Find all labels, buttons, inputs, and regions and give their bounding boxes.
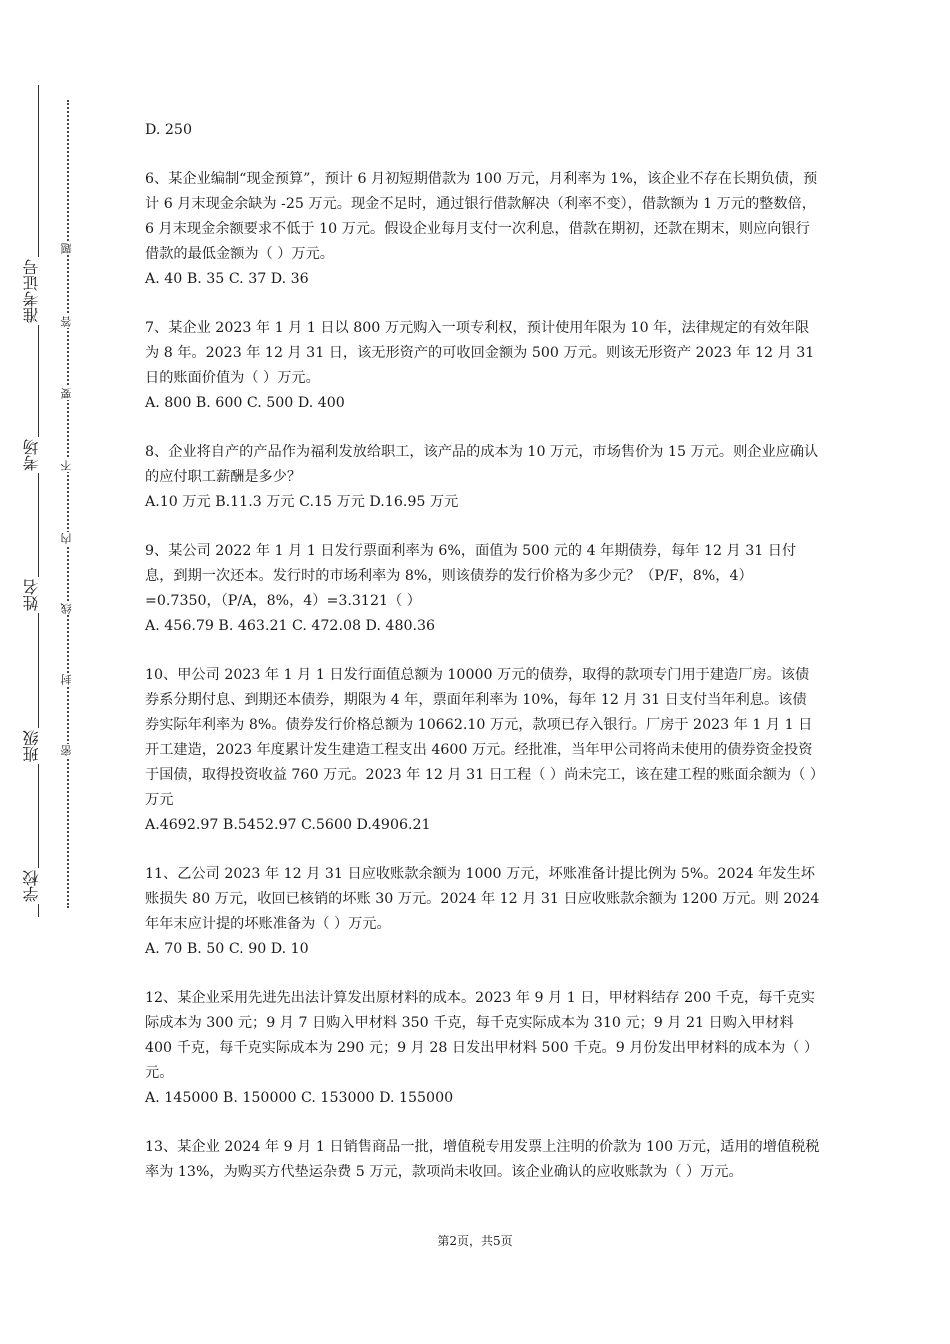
seal-char: 题 (60, 243, 73, 254)
seal-char: 封 (60, 674, 73, 685)
question-11 (145, 862, 824, 962)
question-text: 10、甲公司 2023 年 1 月 1 日发行面值总额为 10000 万元的债券，取得的款项专门用于建造厂房。该债券系分期付息、到期还本债券，期限为 4 年，票面年利率为 10%，每年 12 月 31 日支付当年利息。该债券实际年利率为 8%。债券发行价格总额为 10662.10 万元，款项已存入银行。厂房于 2023 年 1 月 1 日开工建造，2023 年度累计发生建造工程支出 4600 万元。经批准，当年甲公司将尚未使用的债券资金投资于国债，取得投资收益 760 万元。2023 年 12 月 31 日工程（ ）尚未完工，该在建工程的账面余额为（ ）万元 (145, 667, 817, 808)
label-school: 学校 (22, 870, 41, 902)
question-text: 12、某企业采用先进先出法计算发出原材料的成本。2023 年 9 月 1 日，甲材料结存 200 千克，每千克实际成本为 300 元；9 月 7 日购入甲材料 350 千克，每千克实际成本为 310 元；9 月 21 日购入甲材料 400 千克，每千克实际成本为 290 元；9 月 28 日发出甲材料 500 千克。9 月份发出甲材料的成本为（ ）元。 (145, 990, 819, 1081)
label-name: 姓名 (22, 579, 41, 611)
label-exam-number: 准考证号 (22, 259, 41, 323)
question-7 (145, 316, 820, 416)
seal-char: 要 (60, 388, 73, 399)
question-text: 8、企业将自产的产品作为福利发放给职工，该产品的成本为 10 万元，市场售价为 15 万元。则企业应确认的应付职工薪酬是多少？ (145, 444, 819, 485)
question-text: 13、某企业 2024 年 9 月 1 日销售商品一批，增值税专用发票上注明的价款为 100 万元，适用的增值税税率为 13%，为购买方代垫运杂费 5 万元，款项尚未收回。该企业确认的应收账款为（ ）万元。 (145, 1139, 820, 1180)
question-12 (145, 986, 820, 1111)
seal-char: 答 (60, 316, 73, 327)
question-options: A. 145000 B. 150000 C. 153000 D. 155000 (145, 1090, 454, 1106)
previous-answer: D. 250 (145, 122, 192, 138)
question-options: A. 70 B. 50 C. 90 D. 10 (145, 941, 309, 957)
question-text: 7、某企业 2023 年 1 月 1 日以 800 万元购入一项专利权，预计使用年限为 10 年，法律规定的有效年限为 8 年。2023 年 12 月 31 日，该无形资产的可收回金额为 500 万元。则该无形资产 2023 年 12 月 31 日的账面价值为（ ）万元。 (145, 320, 819, 386)
label-class: 班级 (22, 730, 41, 762)
question-9 (145, 539, 820, 639)
label-exam-room: 考场 (22, 439, 41, 471)
question-options: A. 800 B. 600 C. 500 D. 400 (145, 395, 345, 411)
question-list (145, 118, 824, 1185)
question-text: 9、某公司 2022 年 1 月 1 日发行票面利率为 6%，面值为 500 元的 4 年期债券，每年 12 月 31 日付息，到期一次还本。发行时的市场利率为 8%，则该债券的发行价格为多少元？（P/F，8%，4）=0.7350，（P/A，8%，4）=3.3121（ ） (145, 543, 797, 609)
question-13 (145, 1135, 820, 1185)
question-8 (145, 440, 820, 515)
question-options: A.10 万元 B.11.3 万元 C.15 万元 D.16.95 万元 (145, 494, 459, 510)
page-footer: 第2页，共5页 (437, 1234, 513, 1248)
question-text: 11、乙公司 2023 年 12 月 31 日应收账款余额为 1000 万元，坏账准备计提比例为 5%。2024 年发生坏账损失 80 万元，收回已核销的坏账 30 万元。2024 年 12 月 31 日应收账款余额为 1200 万元。则 2024 年年末应计提的坏账准备为（ ）万元。 (145, 866, 824, 932)
seal-dotted-line (67, 100, 69, 908)
question-options: A. 40 B. 35 C. 37 D. 36 (145, 271, 309, 287)
binding-solid-line (38, 85, 39, 917)
binding-margin (0, 0, 110, 1344)
seal-char: 线 (60, 603, 73, 614)
seal-char: 密 (60, 745, 73, 756)
question-10 (145, 663, 820, 838)
seal-char: 内 (60, 533, 73, 544)
question-6 (145, 167, 820, 292)
question-options: A. 456.79 B. 463.21 C. 472.08 D. 480.36 (145, 618, 436, 634)
seal-char: 不 (60, 460, 73, 471)
question-options: A.4692.97 B.5452.97 C.5600 D.4906.21 (145, 817, 431, 833)
question-text: 6、某企业编制“现金预算”，预计 6 月初短期借款为 100 万元，月利率为 1%，该企业不存在长期负债，预计 6 月末现金余缺为 -25 万元。现金不足时，通过银行借款解决（利率不变），借款额为 1 万元的整数倍，6 月末现金余额要求不低于 10 万元。假设企业每月支付一次利息，借款在期初，还款在期末，则应向银行借款的最低金额为（ ）万元。 (145, 171, 818, 262)
